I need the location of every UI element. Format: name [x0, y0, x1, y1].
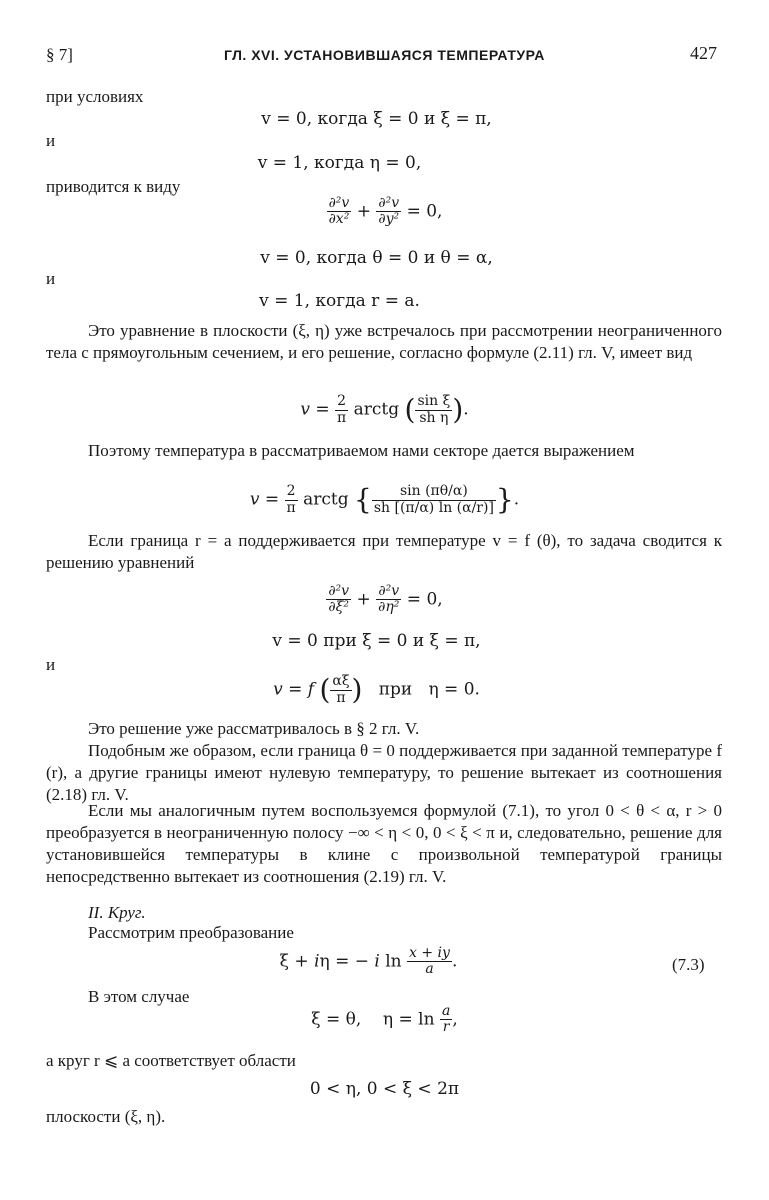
paragraph-4: Это решение уже рассматривалось в § 2 гл. V.: [88, 719, 420, 738]
equation-11: ξ + iη = − i ln $\frac{x + iy}{a}$ .: [279, 945, 458, 978]
paragraph-3: Если граница r = a поддерживается при температуре v = f (θ), то задача сводится к решению уравнений: [46, 531, 722, 573]
equation-4: v = 0, когда θ = 0 и θ = α,: [260, 248, 493, 268]
equation-8-laplace-xi-eta: $\frac{\text{∂²v}}{\text{∂ξ²}}$ + $\frac{\text{∂²v}}{\text{∂η²}}$ = 0,: [328, 583, 443, 616]
equation-number: (7.3): [672, 955, 705, 974]
paragraph-1: Это уравнение в плоскости (ξ, η) уже встречалось при рассмотрении неограниченного тела с прямоугольным сечением, и его решение, согласно формуле (2.11) гл. V, имеет вид: [46, 321, 722, 363]
paragraph-2: Поэтому температура в рассматриваемом нами секторе дается выражением: [88, 441, 635, 460]
equation-3-laplace-xy: $\frac{\text{∂²v}}{\text{∂x²}}$ + $\frac{\text{∂²v}}{\text{∂y²}}$ = 0,: [328, 195, 443, 228]
text-i-1: и: [46, 131, 56, 150]
running-title: ГЛ. XVI. УСТАНОВИВШАЯСЯ ТЕМПЕРАТУРА: [224, 47, 545, 63]
equation-2: v = 1, когда η = 0,: [257, 153, 422, 173]
text-pri-usloviyakh: при условиях: [46, 87, 144, 106]
text-privoditsya: приводится к виду: [46, 177, 181, 196]
paragraph-5: Подобным же образом, если граница θ = 0 поддерживается при заданной температуре f (r), а другие границы имеют нулевую температуру, то решение вытекает из соотношения (2.18) гл. V.: [46, 741, 722, 805]
equation-9: v = 0 при ξ = 0 и ξ = π,: [272, 631, 481, 651]
text-i-2: и: [46, 269, 56, 288]
equation-13: 0 < η, 0 < ξ < 2π: [309, 1079, 460, 1099]
text-i-3: и: [46, 655, 56, 674]
equation-6-arctg: v = $\frac{2}{\pi}$ arctg ( $\frac{\text{sin ξ}}{\text{sh η}}$ ).: [300, 393, 469, 426]
paragraph-10: плоскости (ξ, η).: [46, 1107, 166, 1126]
paragraph-9: а круг r ⩽ a соответствует области: [46, 1051, 296, 1070]
section-marker: § 7]: [46, 45, 73, 64]
page-number: 427: [690, 43, 717, 63]
equation-12: ξ = θ, η = ln $\frac{a}{r}$ ,: [311, 1003, 458, 1036]
equation-10: v = f ( $\frac{\alpha\xi}{\pi}$ ) при η = 0.: [273, 673, 480, 706]
equation-1: v = 0, когда ξ = 0 и ξ = π,: [261, 109, 492, 129]
subsection-heading: II. Круг.: [88, 903, 146, 922]
equation-5: v = 1, когда r = a.: [259, 291, 420, 311]
paragraph-6: Если мы аналогичным путем воспользуемся формулой (7.1), то угол 0 < θ < α, r > 0 преобразуется в неограниченную полосу −∞ < η < 0, 0 < ξ < π и, следовательно, решение для установившейся температуры в клине с произвольной температурой границы непосредственно вытекает из соотношения (2.19) гл. V.: [46, 801, 722, 887]
paragraph-8: В этом случае: [88, 987, 190, 1006]
equation-7-sector: v = $\frac{2}{\pi}$ arctg { $\frac{\sin (\pi\theta/\alpha)}{sh [(\pi/\alpha) \ln (\alpha/r)]}$ }.: [249, 483, 520, 516]
paragraph-7: Рассмотрим преобразование: [88, 923, 294, 942]
